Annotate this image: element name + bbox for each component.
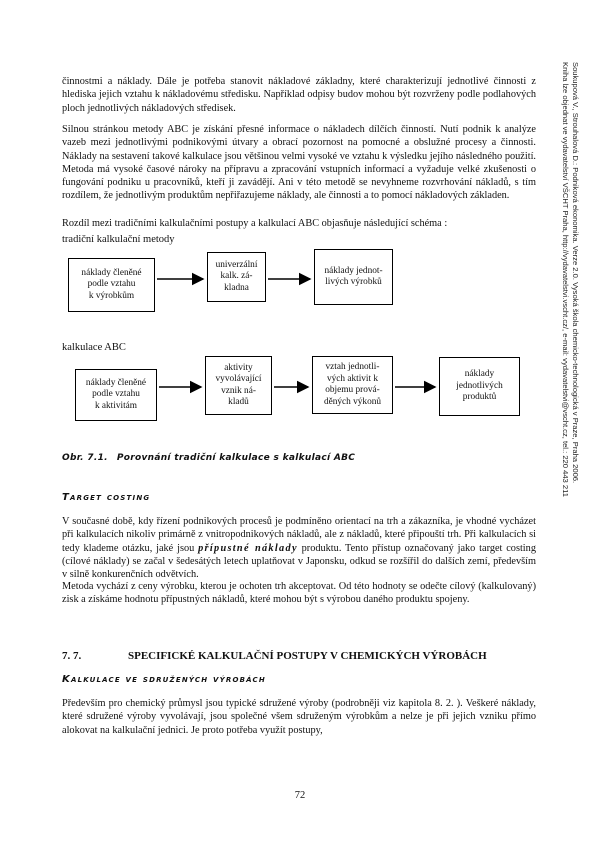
abc-box-product-costs: náklady jednotlivých produktů bbox=[439, 357, 520, 416]
side-note-citation: Soukupová V., Strouhalová D.: Podniková ekonomika. Verze 2.0. Vysoká škola chemicko-technologická v Praze, Praha 2006. bbox=[571, 62, 580, 484]
target-costing-text-2: produktu. Tento přístup označovaný jako target costing (cílové náklady) se začal v šedesátých letech uplatňovat v Japonsku, odkud se rozšířil do dalších zemí, především v silně konkurenčních odvětvích. bbox=[62, 542, 536, 581]
figure-caption bbox=[62, 453, 355, 463]
traditional-box-universal-base: univerzální kalk. zá- kladna bbox=[207, 252, 266, 302]
paragraph-target-costing-method: Metoda vychází z ceny výrobku, kterou je ochoten trh akceptovat. Od této hodnoty se odečte cílový (kalkulovaný) zisk a získáme hodnotu přípustných nákladů, které mohou být s výrobou daného produktu spojeny. bbox=[62, 581, 536, 606]
figure-caption-number: Obr. 7.1. bbox=[62, 453, 108, 463]
paragraph-target-costing bbox=[62, 515, 536, 581]
traditional-box-product-costs: náklady jednot- livých výrobků bbox=[314, 249, 393, 305]
page-number: 72 bbox=[294, 790, 306, 801]
paragraph-joint-products: Především pro chemický průmysl jsou typické sdružené výroby (podrobněji viz kapitola 8. 2. ). Veškeré náklady, které sdružené výroby vyvolávají, jsou společné všem sdruženým výrobkům a nelze je při jejich vzniku přímo alokovat na kalkulační jednici. Je proto potřeba využít postupy, bbox=[62, 698, 536, 736]
target-costing-text-1: V současné době, kdy řízení podnikových procesů je podmíněno orientací na trh a zákazníka, je vhodné vycházet při kalkulacích nikoliv primárně z vnitropodnikových nákladů, ale z nákladů, které připouští trh. Při kalkulacích si tedy klademe otázku, jaké jsou bbox=[62, 516, 536, 554]
traditional-methods-label: tradiční kalkulační metody bbox=[62, 234, 175, 245]
figure-caption-text: Porovnání tradiční kalkulace s kalkulací ABC bbox=[116, 453, 356, 463]
permissible-costs-term: přípustné náklady bbox=[198, 542, 298, 554]
side-note-order-info: Kniha lze objednat ve vydavatelství VŠCHT Praha, http://vydavatelstvi.vscht.cz/, e-mail: vydavatelstvi@vscht.cz, tel.: 220 443 211 bbox=[561, 62, 570, 497]
paragraph-abc-strengths: Silnou stránkou metody ABC je získání přesné informace o nákladech dílčích činností. Nutí podnik k analýze vazeb mezi jednotlivými podnikovými útvary a obrací pozornost na pomocné a obslužné procesy a činnosti. Náklady na sestavení takové kalkulace jsou většinou velmi vysoké ve vztahu k výsledku jejího následného použití. Metoda má vysoké časové nároky na přípravu a zpracování vstupních informací a vyžaduje velké zkušenosti o fungování podniku u pracovníků, kteří ji zavádějí. Ani v této metodě se nevyhneme rozvrhování nákladů, s tím rozdílem, že jednotlivým produktům nepřiřazujeme náklady, ale činnosti a to pomocí nákladových základen. bbox=[62, 124, 536, 202]
side-note bbox=[560, 62, 580, 497]
chapter-heading bbox=[62, 650, 536, 662]
abc-box-costs-by-activities: náklady členěné podle vztahu k aktivitám bbox=[75, 369, 157, 421]
traditional-box-costs-by-products: náklady členěné podle vztahu k výrobkům bbox=[68, 258, 155, 312]
heading-target-costing: Target costing bbox=[62, 492, 151, 503]
heading-joint-products: Kalkulace ve sdružených výrobách bbox=[62, 674, 266, 685]
abc-label: kalkulace ABC bbox=[62, 342, 126, 353]
paragraph-diagram-intro: Rozdíl mezi tradičními kalkulačními postupy a kalkulací ABC objasňuje následující schéma : bbox=[62, 218, 448, 229]
paragraph-intro: činnostmi a náklady. Dále je potřeba stanovit nákladové základny, které charakterizují jednotlivé činnosti z hlediska jejich vztahu k nákladovému středisku. Například odpisy budov mohou být rozvrženy podle podlahových ploch jednotlivých nákladových středisek. bbox=[62, 76, 536, 114]
chapter-number: 7. 7. bbox=[62, 650, 82, 662]
abc-box-activities: aktivity vyvolávající vznik ná- kladů bbox=[205, 356, 272, 415]
chapter-title: SPECIFICKÉ KALKULAČNÍ POSTUPY V CHEMICKÝCH VÝROBÁCH bbox=[128, 650, 487, 662]
abc-box-activity-volume: vztah jednotli- vých aktivit k objemu prová- děných výkonů bbox=[312, 356, 393, 414]
